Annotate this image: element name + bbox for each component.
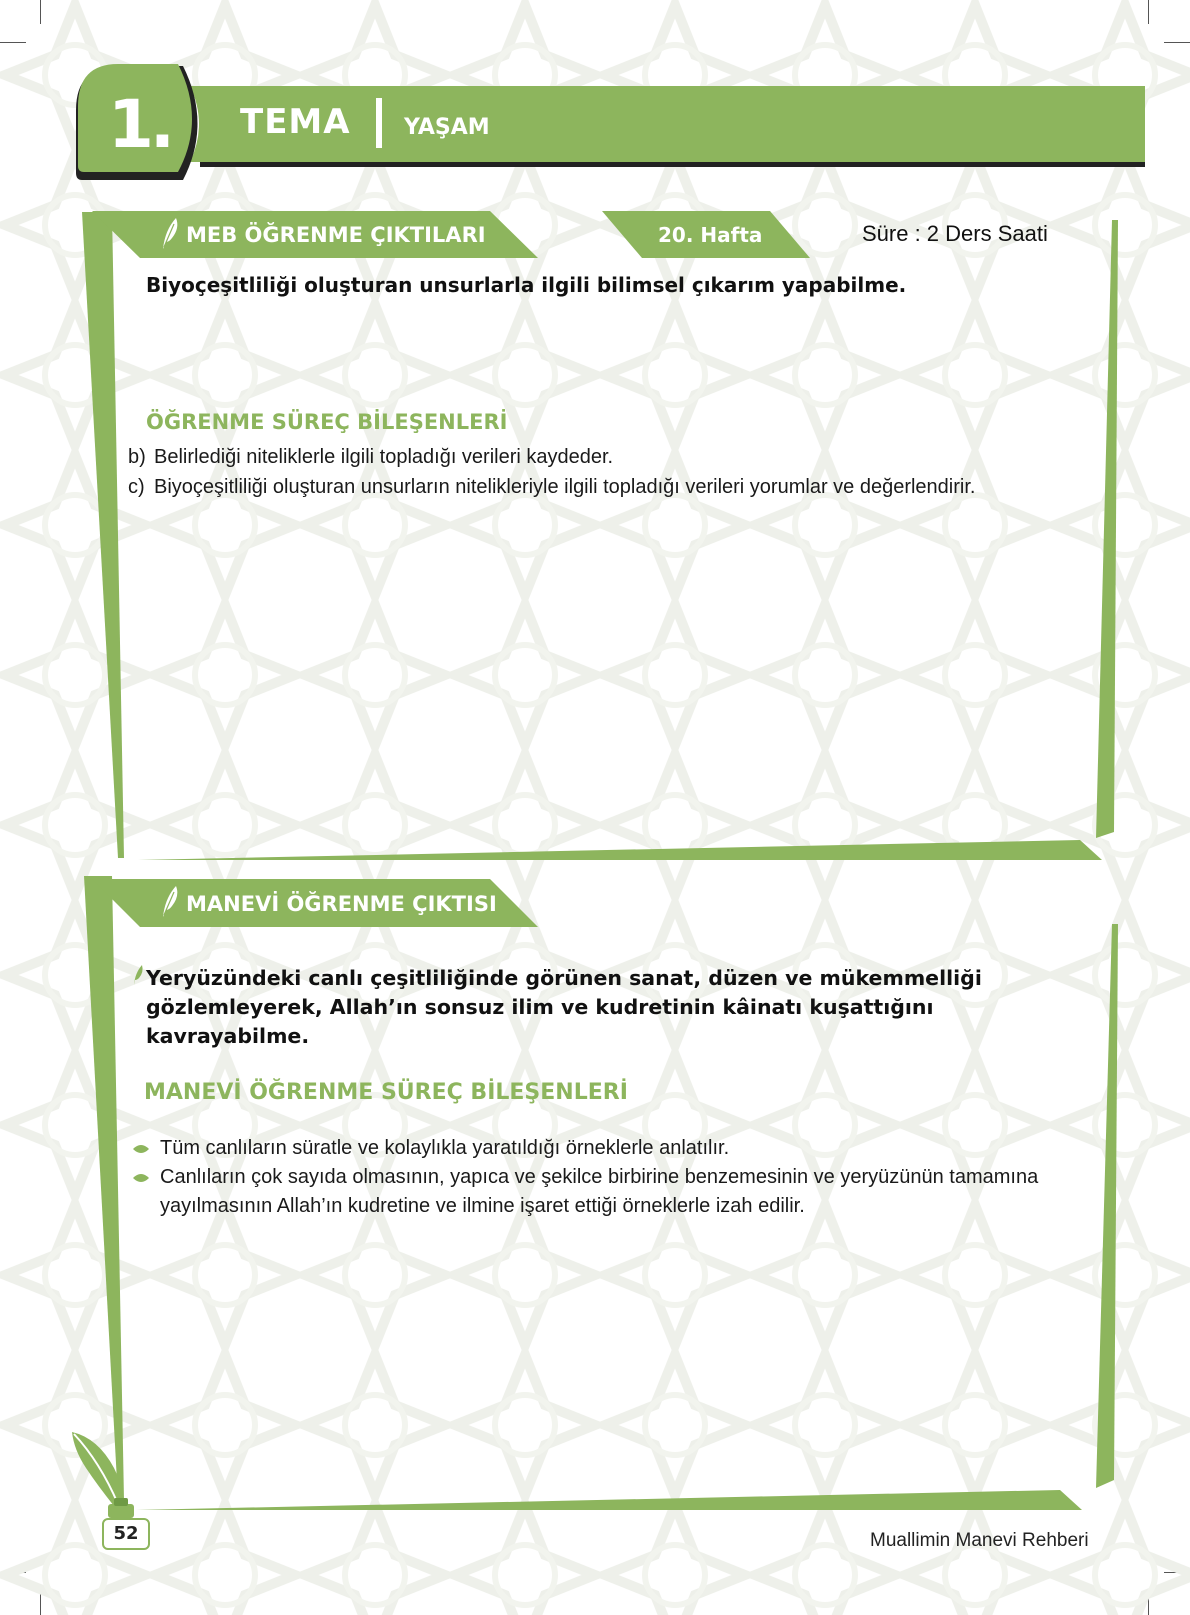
- process-item-text: Biyoçeşitliliği oluşturan unsurların nitelikleriyle ilgili topladığı verileri yorumlar ve değerlendirir.: [154, 476, 976, 498]
- list-item: [130, 1163, 1090, 1221]
- book-title: Muallimin Manevi Rehberi: [870, 1530, 1089, 1551]
- process-item-marker: c): [128, 476, 145, 498]
- duration-text: Süre : 2 Ders Saati: [862, 221, 1048, 246]
- list-item: [130, 1134, 1090, 1163]
- list-item-text: Canlıların çok sayıda olmasının, yapıca ve şekilce birbirine benzemesinin ve yeryüzünün tamamına yayılmasının Allah’ın kudretine ve ilmine işaret ettiği örneklerle izah edilir.: [160, 1166, 1039, 1217]
- bullet-leaf-icon: [132, 1172, 150, 1184]
- process-item-text: Belirlediği niteliklerle ilgili topladığı verileri kaydeder.: [154, 446, 614, 468]
- theme-label: TEMA: [240, 102, 351, 142]
- meb-tab-label: MEB ÖĞRENME ÇIKTILARI: [186, 223, 486, 247]
- quill-icon: [132, 964, 144, 986]
- list-item-text: Tüm canlıların süratle ve kolaylıkla yaratıldığı örneklerle anlatılır.: [160, 1137, 730, 1159]
- spiritual-tab-label: MANEVİ ÖĞRENME ÇIKTISI: [186, 892, 497, 916]
- theme-number: 1.: [108, 86, 171, 163]
- bullet-leaf-icon: [132, 1143, 150, 1155]
- page-number: 52: [102, 1518, 150, 1550]
- spiritual-outcome-text: Yeryüzündeki canlı çeşitliliğinde görünen sanat, düzen ve mükemmelliği gözlemleyerek, Allah’ın sonsuz ilim ve kudretinin kâinatı kuşattığını kavrayabilme.: [146, 966, 982, 1048]
- process-item-marker: b): [128, 446, 146, 468]
- meb-outcome-text: Biyoçeşitliliği oluşturan unsurlarla ilgili bilimsel çıkarım yapabilme.: [146, 273, 907, 297]
- quill-icon: [160, 884, 182, 918]
- week-label: 20. Hafta: [658, 223, 763, 247]
- theme-name: YAŞAM: [404, 115, 490, 140]
- spiritual-process-heading: MANEVİ ÖĞRENME SÜREÇ BİLEŞENLERİ: [144, 1080, 628, 1105]
- quill-inkwell-icon: [68, 1428, 148, 1522]
- process-heading: ÖĞRENME SÜREÇ BİLEŞENLERİ: [146, 410, 508, 434]
- spiritual-bullet-list: [130, 1134, 1090, 1221]
